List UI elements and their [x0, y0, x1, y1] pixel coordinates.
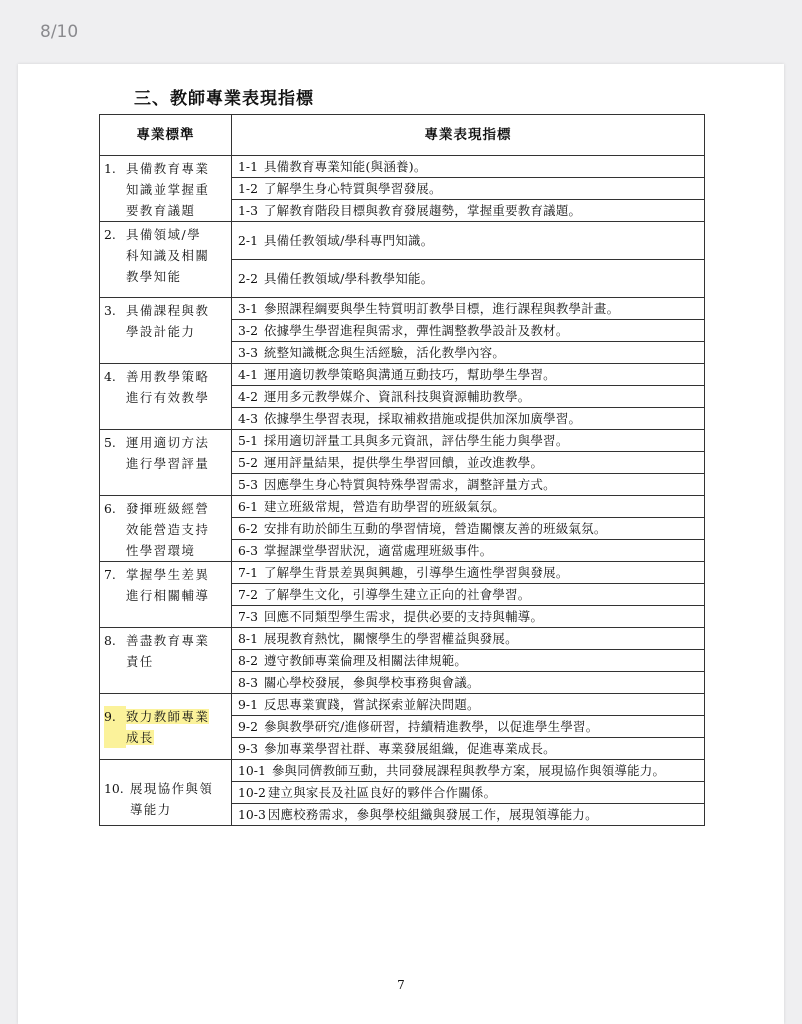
indicator-cell: [232, 628, 705, 650]
standard-text-line-highlighted: 致力教師專業: [126, 709, 210, 724]
indicator-code: 4-1: [238, 367, 258, 382]
standard-cell-3: [100, 298, 232, 364]
standard-text-line: 知識並掌握重: [126, 182, 210, 197]
indicator-code: 1-1: [238, 159, 258, 174]
section-title: 三、教師專業表現指標: [134, 89, 314, 109]
standard-cell-8: [100, 628, 232, 694]
standard-number: 10.: [104, 781, 124, 796]
indicator-text: 具備任教領域/學科專門知識。: [263, 233, 434, 248]
indicator-cell: [232, 452, 705, 474]
indicator-code: 5-2: [238, 455, 258, 470]
indicator-cell: [232, 672, 705, 694]
indicator-text: 運用評量結果，提供學生學習回饋，並改進教學。: [263, 455, 544, 470]
standard-text-line: 科知識及相關: [126, 248, 210, 263]
indicator-cell: [232, 260, 705, 298]
document-page: [18, 64, 784, 1024]
indicator-code: 7-1: [238, 565, 258, 580]
page-indicator: 8/10: [40, 22, 79, 42]
indicator-cell: [232, 178, 705, 200]
indicator-cell: [232, 408, 705, 430]
standard-text-line: 效能營造支持: [126, 522, 210, 537]
table-row: [100, 760, 705, 782]
indicator-text: 參與同儕教師互動，共同發展課程與教學方案，展現協作與領導能力。: [271, 763, 666, 778]
standard-text-line: 掌握學生差異: [126, 567, 210, 582]
indicator-text: 運用多元教學媒介、資訊科技與資源輔助教學。: [263, 389, 531, 404]
indicator-code: 1-3: [238, 203, 258, 218]
indicator-text: 參加專業學習社群、專業發展組織，促進專業成長。: [263, 741, 556, 756]
indicator-code: 5-1: [238, 433, 258, 448]
indicator-code: 3-2: [238, 323, 258, 338]
standard-number: 5.: [104, 435, 116, 450]
indicator-code: 7-3: [238, 609, 258, 624]
standard-number: 4.: [104, 369, 116, 384]
header-indicator: 專業表現指標: [232, 115, 705, 156]
standard-text-line: 具備課程與教: [126, 303, 210, 318]
indicator-text: 建立與家長及社區良好的夥伴合作關係。: [267, 785, 497, 800]
indicator-text: 運用適切教學策略與溝通互動技巧，幫助學生學習。: [263, 367, 556, 382]
indicator-code: 3-3: [238, 345, 258, 360]
indicator-cell: [232, 474, 705, 496]
table-row: [100, 156, 705, 178]
indicator-code: 1-2: [238, 181, 258, 196]
indicator-cell: [232, 430, 705, 452]
indicator-text: 關心學校發展，參與學校事務與會議。: [263, 675, 480, 690]
indicator-text: 統整知識概念與生活經驗，活化教學內容。: [263, 345, 506, 360]
indicator-text: 回應不同類型學生需求，提供必要的支持與輔導。: [263, 609, 544, 624]
standard-cell-7: [100, 562, 232, 628]
indicator-text: 了解學生背景差異與興趣，引導學生適性學習與發展。: [263, 565, 569, 580]
indicator-cell: [232, 694, 705, 716]
standard-text-line: 導能力: [130, 802, 172, 817]
indicator-cell: [232, 298, 705, 320]
table-row: [100, 562, 705, 584]
standard-text-line: 性學習環境: [126, 543, 196, 558]
standard-text-line: 展現協作與領: [130, 781, 214, 796]
indicator-cell: [232, 782, 705, 804]
indicator-text: 建立班級常規，營造有助學習的班級氣氛。: [263, 499, 506, 514]
indicator-text: 了解學生文化，引導學生建立正向的社會學習。: [263, 587, 531, 602]
standard-number: 1.: [104, 161, 116, 176]
indicator-text: 參與教學研究/進修研習，持續精進教學，以促進學生學習。: [263, 719, 599, 734]
standard-number: 2.: [104, 227, 116, 242]
standard-number: 3.: [104, 303, 116, 318]
standard-text-line: 進行學習評量: [126, 456, 210, 471]
indicator-text: 了解教育階段目標與教育發展趨勢，掌握重要教育議題。: [263, 203, 582, 218]
indicator-text: 具備教育專業知能(與涵養)。: [263, 159, 427, 174]
indicator-code: 6-2: [238, 521, 258, 536]
indicator-text: 因應學生身心特質與特殊學習需求，調整評量方式。: [263, 477, 556, 492]
indicator-text: 反思專業實踐，嘗試探索並解決問題。: [263, 697, 480, 712]
indicator-code: 8-3: [238, 675, 258, 690]
standard-text-line: 善用教學策略: [126, 369, 210, 384]
standard-number: 9.: [104, 706, 126, 748]
page-number: 7: [397, 978, 405, 992]
indicator-cell: [232, 804, 705, 826]
indicator-code: 4-2: [238, 389, 258, 404]
table-row: [100, 298, 705, 320]
standard-text-line: 發揮班級經營: [126, 501, 210, 516]
table-row: [100, 628, 705, 650]
standard-cell-1: [100, 156, 232, 222]
indicator-cell: [232, 760, 705, 782]
indicator-code: 9-2: [238, 719, 258, 734]
indicator-code: 10-3: [238, 807, 266, 822]
standard-cell-4: [100, 364, 232, 430]
indicator-cell: [232, 540, 705, 562]
indicator-cell: [232, 518, 705, 540]
table-row: [100, 222, 705, 260]
indicator-cell: [232, 156, 705, 178]
indicator-code: 6-1: [238, 499, 258, 514]
indicator-cell: [232, 342, 705, 364]
indicator-code: 10-2: [238, 785, 266, 800]
indicator-code: 5-3: [238, 477, 258, 492]
indicator-code: 8-2: [238, 653, 258, 668]
indicator-code: 9-3: [238, 741, 258, 756]
indicator-cell: [232, 606, 705, 628]
indicator-code: 9-1: [238, 697, 258, 712]
indicator-cell: [232, 386, 705, 408]
standard-cell-9: [100, 694, 232, 760]
standard-text-line: 責任: [126, 654, 154, 669]
table-header-row: [100, 115, 705, 156]
standard-text-line: 具備領域/學: [126, 227, 202, 242]
standard-cell-2: [100, 222, 232, 298]
indicator-cell: [232, 200, 705, 222]
indicator-cell: [232, 738, 705, 760]
indicator-cell: [232, 716, 705, 738]
standards-table: [99, 114, 705, 826]
indicator-text: 參照課程綱要與學生特質明訂教學目標，進行課程與教學計畫。: [263, 301, 620, 316]
indicator-code: 3-1: [238, 301, 258, 316]
standard-text-line: 運用適切方法: [126, 435, 210, 450]
indicator-text: 遵守教師專業倫理及相關法律規範。: [263, 653, 468, 668]
standard-cell-5: [100, 430, 232, 496]
indicator-text: 了解學生身心特質與學習發展。: [263, 181, 442, 196]
standard-text-line-highlighted: 成長: [126, 730, 154, 745]
standard-text-line: 學設計能力: [126, 324, 196, 339]
standard-text-line: 進行相關輔導: [126, 588, 210, 603]
table-row: [100, 694, 705, 716]
indicator-text: 掌握課堂學習狀況，適當處理班級事件。: [263, 543, 493, 558]
table-row: [100, 496, 705, 518]
indicator-code: 8-1: [238, 631, 258, 646]
table-row: [100, 430, 705, 452]
table-row: [100, 364, 705, 386]
header-standard: 專業標準: [100, 115, 232, 156]
standard-cell-10: [100, 760, 232, 826]
indicator-text: 具備任教領域/學科教學知能。: [263, 271, 434, 286]
standard-text-line: 教學知能: [126, 269, 182, 284]
indicator-code: 6-3: [238, 543, 258, 558]
indicator-text: 因應校務需求，參與學校組織與發展工作，展現領導能力。: [267, 807, 598, 822]
indicator-code: 2-2: [238, 271, 258, 286]
indicator-code: 10-1: [238, 763, 266, 778]
indicator-cell: [232, 364, 705, 386]
indicator-text: 展現教育熱忱，關懷學生的學習權益與發展。: [263, 631, 518, 646]
standard-cell-6: [100, 496, 232, 562]
indicator-code: 4-3: [238, 411, 258, 426]
standard-number: 6.: [104, 501, 116, 516]
indicator-cell: [232, 562, 705, 584]
indicator-cell: [232, 222, 705, 260]
standard-number: 7.: [104, 567, 116, 582]
standard-text-line: 具備教育專業: [126, 161, 210, 176]
standard-text-line: 進行有效教學: [126, 390, 210, 405]
standard-text-line: 要教育議題: [126, 203, 196, 218]
indicator-text: 依據學生學習表現，採取補救措施或提供加深加廣學習。: [263, 411, 582, 426]
indicator-text: 安排有助於師生互動的學習情境，營造關懷友善的班級氣氛。: [263, 521, 607, 536]
indicator-cell: [232, 584, 705, 606]
indicator-text: 依據學生學習進程與需求，彈性調整教學設計及教材。: [263, 323, 569, 338]
indicator-code: 2-1: [238, 233, 258, 248]
indicator-code: 7-2: [238, 587, 258, 602]
standard-number: 8.: [104, 633, 116, 648]
indicator-cell: [232, 496, 705, 518]
indicator-cell: [232, 320, 705, 342]
standard-text-line: 善盡教育專業: [126, 633, 210, 648]
indicator-cell: [232, 650, 705, 672]
indicator-text: 採用適切評量工具與多元資訊，評估學生能力與學習。: [263, 433, 569, 448]
